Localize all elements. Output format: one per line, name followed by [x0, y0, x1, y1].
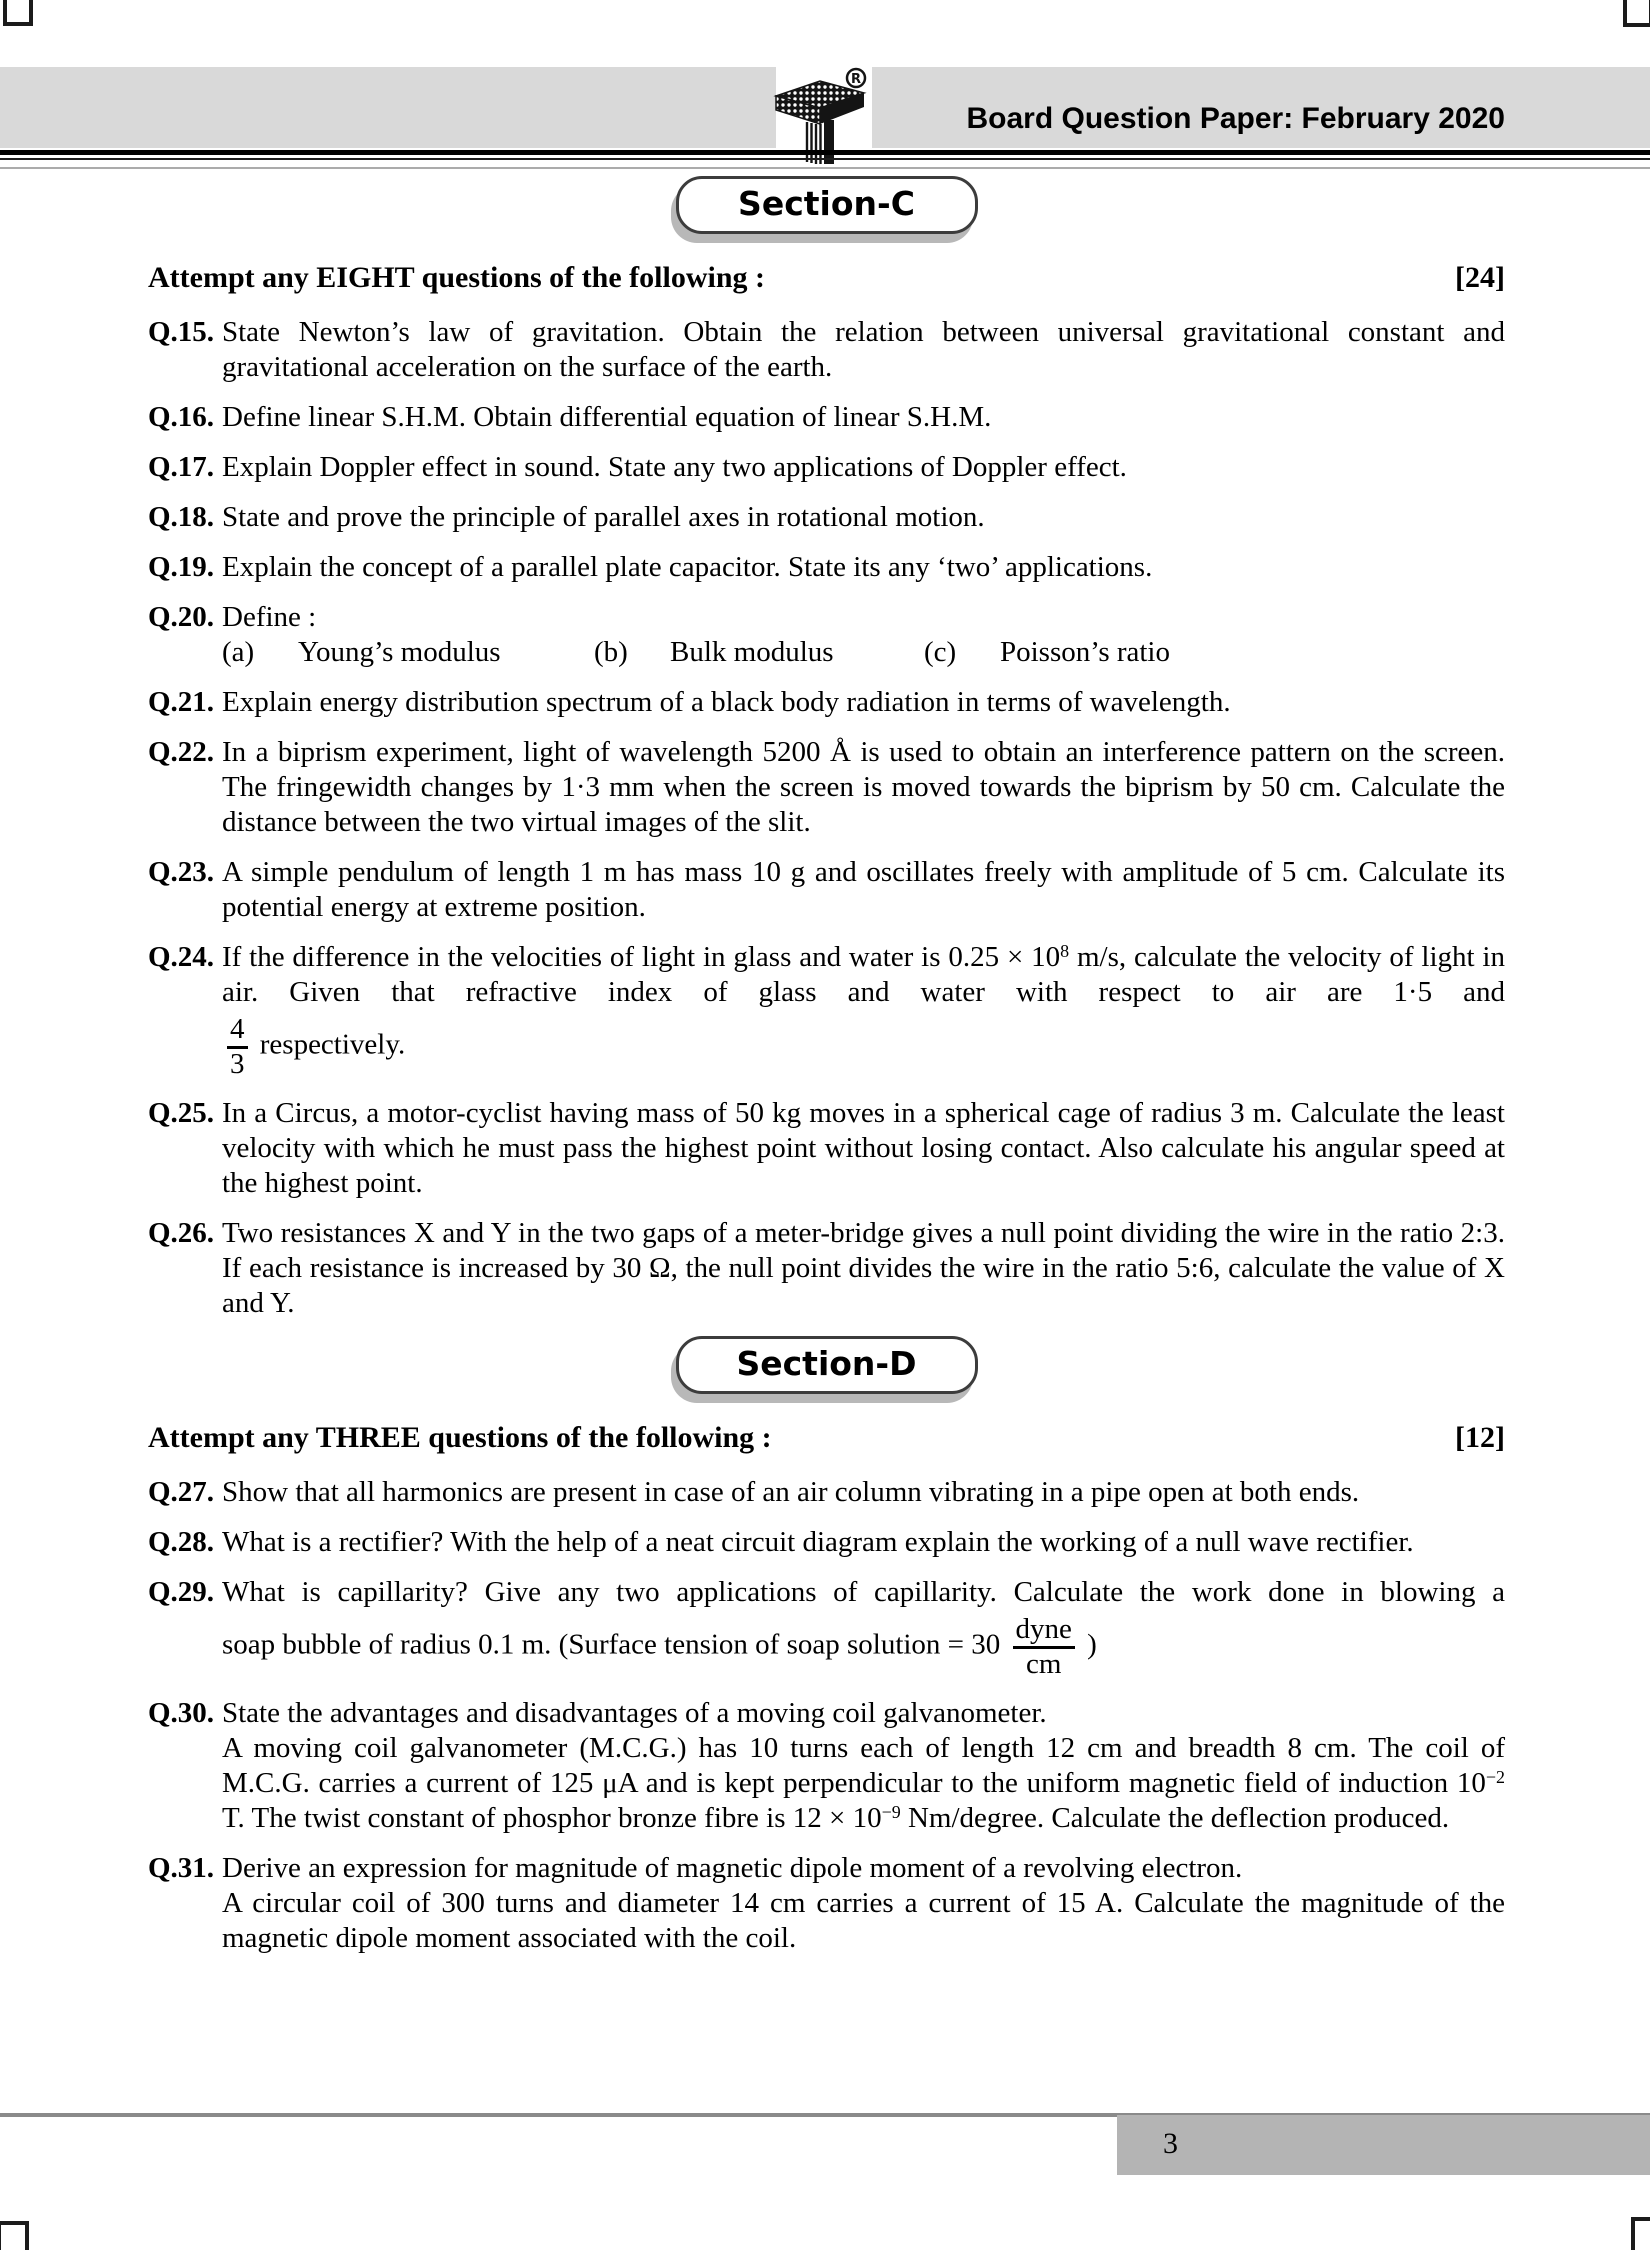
question-paragraph: If the difference in the velocities of light in glass and water is $0.25 \times 10^8$ m/s, calculate the velocity of light in air. Given that refractive index of glass and water with respect to air are 1·5 and [222, 941, 1505, 1008]
inline-fraction: $\frac{4}{3}$ [227, 1015, 248, 1079]
attempt-note: Attempt any EIGHT questions of the following : [148, 261, 765, 294]
question-number: Q.31. [148, 1852, 215, 1885]
question-paragraph: A moving coil galvanometer (M.C.G.) has 10 turns each of length 12 cm and breadth 8 cm. The coil of M.C.G. carries a current of 125 μA and is kept perpendicular to the uniform magnetic field of induction $10^{-2}$ T. The twist constant of phosphor bronze fibre is $12 \times 10^{-9}$ Nm/degree. Calculate the deflection produced. [222, 1732, 1505, 1835]
question-27 [148, 1475, 1505, 1510]
question-paragraph: State and prove the principle of parallel axes in rotational motion. [222, 501, 985, 533]
question-text [222, 685, 1505, 720]
question-text [222, 1696, 1505, 1836]
question-text [222, 735, 1505, 840]
option-text: Bulk modulus [670, 636, 834, 668]
question-21 [148, 685, 1505, 720]
question-number: Q.18. [148, 501, 215, 533]
registration-mark [1623, 0, 1650, 27]
question-17 [148, 450, 1505, 485]
option-a [222, 635, 594, 670]
question-paragraph: State Newton’s law of gravitation. Obtain the relation between universal gravitational constant and gravitational acceleration on the surface of the earth. [222, 316, 1505, 383]
question-number: Q.26. [148, 1217, 215, 1250]
section-c-questions [148, 315, 1505, 1321]
registration-mark [1631, 2217, 1650, 2250]
question-number: Q.16. [148, 401, 215, 433]
question-paragraph: Two resistances X and Y in the two gaps of a meter-bridge gives a null point dividing the wire in the ratio 2:3. If each resistance is increased by 30 Ω, the null point divides the wire in the ratio 5:6, calculate the value of X and Y. [222, 1217, 1505, 1320]
option-text: Young’s modulus [298, 636, 501, 668]
question-paragraph: Define : [222, 601, 317, 633]
question-text [222, 1525, 1505, 1560]
question-paragraph: A simple pendulum of length 1 m has mass 10 g and oscillates freely with amplitude of 5 cm. Calculate its potential energy at extreme position. [222, 856, 1505, 923]
question-number: Q.19. [148, 551, 215, 583]
option-c [924, 635, 1170, 670]
registration-mark [3, 0, 33, 26]
inline-fraction: $\frac{\text{dyne}}{cm}$ [1013, 1615, 1075, 1679]
svg-text:R: R [850, 72, 862, 87]
question-number: Q.29. [148, 1576, 215, 1609]
question-paragraph: What is a rectifier? With the help of a neat circuit diagram explain the working of a null wave rectifier. [222, 1526, 1414, 1559]
question-number: Q.25. [148, 1097, 215, 1130]
question-text [222, 1851, 1505, 1956]
section-c-pill [676, 176, 978, 234]
question-paragraph: In a biprism experiment, light of wavelength 5200 Å is used to obtain an interference pattern on the screen. The fringewidth changes by 1·3 mm when the screen is moved towards the biprism by 50 cm. Calculate the distance between the two virtual images of the slit. [222, 736, 1505, 838]
question-number: Q.15. [148, 316, 215, 348]
section-d-title: Section-D [736, 1344, 917, 1384]
question-31 [148, 1851, 1505, 1956]
question-number: Q.30. [148, 1697, 215, 1730]
question-paragraph: Explain Doppler effect in sound. State any two applications of Doppler effect. [222, 451, 1127, 483]
question-text [222, 855, 1505, 925]
question-15 [148, 315, 1505, 385]
question-20 [148, 600, 1505, 670]
question-text [222, 1475, 1505, 1510]
question-19 [148, 550, 1505, 585]
question-30 [148, 1696, 1505, 1836]
question-paragraph: Derive an expression for magnitude of magnetic dipole moment of a revolving electron. [222, 1852, 1243, 1885]
section-c-instruction-row [148, 260, 1505, 295]
question-number: Q.17. [148, 451, 215, 483]
question-text [222, 600, 1505, 670]
question-number: Q.28. [148, 1526, 215, 1559]
question-paragraph: What is capillarity? Give any two applications of capillarity. Calculate the work done in blowing a [222, 1576, 1505, 1609]
question-paragraph: Explain the concept of a parallel plate capacitor. State its any ‘two’ applications. [222, 551, 1153, 583]
question-22 [148, 735, 1505, 840]
question-paragraph: Explain energy distribution spectrum of a black body radiation in terms of wavelength. [222, 686, 1231, 718]
page-number-box [1117, 2115, 1650, 2175]
marks-badge: [12] [1455, 1421, 1505, 1455]
registration-mark [0, 2221, 29, 2250]
section-d-questions [148, 1475, 1505, 1956]
question-text [222, 1575, 1505, 1681]
option-key: (b) [594, 636, 628, 668]
question-text [222, 940, 1505, 1081]
option-text: Poisson’s ratio [1000, 636, 1170, 668]
question-number: Q.24. [148, 941, 215, 973]
question-24 [148, 940, 1505, 1081]
question-text [222, 450, 1505, 485]
paper-body [148, 168, 1505, 1971]
question-23 [148, 855, 1505, 925]
question-26 [148, 1216, 1505, 1321]
question-paragraph: A circular coil of 300 turns and diameter 14 cm carries a current of 15 A. Calculate the magnitude of the magnetic dipole moment associated with the coil. [222, 1887, 1505, 1955]
question-paragraph: In a Circus, a motor-cyclist having mass of 50 kg moves in a spherical cage of radius 3 m. Calculate the least velocity with which he must pass the highest point without losing contact. Also calculate his angular speed at the highest point. [222, 1097, 1505, 1200]
marks-badge: [24] [1455, 261, 1505, 294]
question-text [222, 400, 1505, 435]
option-b [594, 635, 924, 670]
question-text [222, 500, 1505, 535]
header-band-left [0, 67, 776, 148]
question-text [222, 1216, 1505, 1321]
question-text [222, 550, 1505, 585]
question-25 [148, 1096, 1505, 1201]
question-paragraph: Show that all harmonics are present in case of an air column vibrating in a pipe open at both ends. [222, 1476, 1360, 1509]
question-29 [148, 1575, 1505, 1681]
header-band-right [872, 67, 1650, 148]
section-d-instruction-row [148, 1420, 1505, 1455]
question-paragraph: Define linear S.H.M. Obtain differential equation of linear S.H.M. [222, 401, 992, 433]
header-divider-thin [0, 158, 1650, 160]
question-number: Q.21. [148, 686, 215, 718]
question-number: Q.20. [148, 601, 215, 633]
question-number: Q.23. [148, 856, 215, 888]
question-28 [148, 1525, 1505, 1560]
attempt-note: Attempt any THREE questions of the following : [148, 1421, 772, 1455]
option-key: (c) [924, 636, 957, 668]
question-text [222, 315, 1505, 385]
page-number: 3 [1163, 2127, 1178, 2160]
question-text [222, 1096, 1505, 1201]
question-number: Q.22. [148, 736, 215, 768]
question-paragraph: $\frac{4}{3}$ respectively. [222, 1015, 1505, 1079]
section-c-title: Section-C [738, 184, 915, 223]
question-number: Q.27. [148, 1476, 215, 1509]
question-18 [148, 500, 1505, 535]
question-paragraph: soap bubble of radius 0.1 m. (Surface tension of soap solution = 30 $\frac{\text{dyne}}{cm}$ ) [222, 1613, 1097, 1680]
section-d-pill [676, 1336, 978, 1394]
header-divider-thick [0, 150, 1650, 155]
header-title: Board Question Paper: February 2020 [966, 102, 1505, 135]
question-paragraph: State the advantages and disadvantages of a moving coil galvanometer. [222, 1697, 1047, 1730]
option-key: (a) [222, 636, 255, 668]
definition-options [222, 635, 1505, 670]
question-16 [148, 400, 1505, 435]
